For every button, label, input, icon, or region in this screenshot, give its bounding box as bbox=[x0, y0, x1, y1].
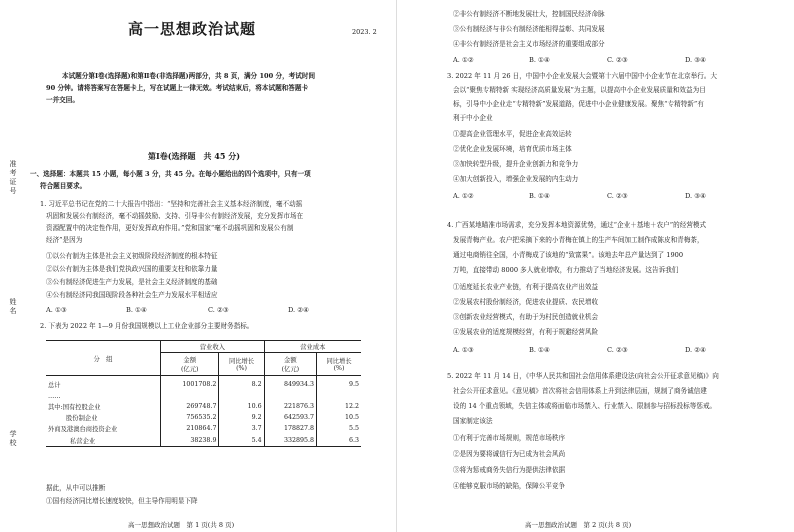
q2-option: ②非公有制经济不断地发展壮大，控制国民经济命脉 bbox=[453, 10, 605, 18]
q4-choice-d: D. ②④ bbox=[685, 346, 707, 354]
table-row bbox=[46, 423, 361, 434]
table-cell: 1001708.2 bbox=[161, 376, 219, 393]
financial-table bbox=[46, 340, 361, 447]
q4-option: ③创新农业经营模式，有助于为村民创造就业机会 bbox=[453, 313, 599, 321]
q2-option: ①国有经济同比增长速度较快，但主导作用明显下降 bbox=[46, 497, 198, 505]
table-header-cost: 营业成本 bbox=[264, 341, 361, 353]
q5-option: ①有利于完善市场规则，规范市场秩序 bbox=[453, 434, 566, 442]
table-cell: 其中:国有控股企业 bbox=[46, 401, 161, 412]
page-2 bbox=[397, 0, 794, 532]
q2-after: 据此，从中可以推断 bbox=[46, 484, 106, 492]
q1-option: ③公有制经济促进生产力发展，是社会主义经济制度的基础 bbox=[46, 278, 218, 286]
q1-stem: 巩固和发展公有制经济，毫不动摇鼓励、支持、引导非公有制经济发展，充分发挥市场在 bbox=[46, 212, 304, 220]
table-header-group: 分 组 bbox=[46, 341, 161, 376]
table-cell: 178827.8 bbox=[264, 423, 316, 434]
q2-option: ④非公有制经济是社会主义市场经济的重要组成部分 bbox=[453, 40, 605, 48]
table-cell: 38238.9 bbox=[161, 434, 219, 447]
q3-option: ③加快转型升级，提升企业创新力和竞争力 bbox=[453, 160, 579, 168]
q1-choice-d: D. ②④ bbox=[288, 306, 310, 314]
q1-option: ④公有制经济同我国现阶段各种社会生产力发展水平相适应 bbox=[46, 291, 218, 299]
intro-line: 一并交回。 bbox=[46, 96, 79, 104]
q2-choice-a: A. ①② bbox=[453, 56, 474, 64]
table-cell: 外商及港澳台商投资企业 bbox=[46, 423, 161, 434]
q3-stem: 会以“聚焦专精特新 实现经济高质量发展”为主题，以提高中小企业发展质量和效益为目 bbox=[453, 86, 706, 94]
q1-stem: 经济”是因为 bbox=[46, 236, 83, 244]
table-row bbox=[46, 434, 361, 447]
table-cell bbox=[161, 392, 219, 401]
q4-stem: 万吨，直接带动 8000 多人就业增收，有力推动了当地经济发展。这告诉我们 bbox=[453, 266, 679, 274]
table-header-revenue: 营业收入 bbox=[161, 341, 265, 353]
footer-page-2: 高一思想政治试题 第 2 页(共 8 页) bbox=[525, 521, 632, 529]
q1-stem: 资源配置中的决定性作用，更好发挥政府作用。”党和国家“毫不动摇巩固和发展公有制 bbox=[46, 224, 294, 232]
q2-choice-d: D. ③④ bbox=[685, 56, 707, 64]
section-title: 第Ⅰ卷(选择题 共 45 分) bbox=[148, 151, 241, 161]
q1-choice-a: A. ①③ bbox=[46, 306, 67, 314]
table-cell: 5.5 bbox=[348, 425, 359, 432]
q3-option: ④加大创新投入，增强企业发展的内生动力 bbox=[453, 175, 579, 183]
table-cell: 12.2 bbox=[344, 403, 359, 410]
q4-stem: 4. 广西某地瞄准市场需求，充分发挥本地资源优势，通过“企业＋基地＋农户”的经营模式 bbox=[447, 221, 707, 229]
table-cell: 10.5 bbox=[344, 414, 359, 421]
intro-line: 本试题分第Ⅰ卷(选择题)和第Ⅱ卷(非选择题)两部分，共 8 页，满分 100 分，考试时间 bbox=[62, 72, 316, 80]
table-cell: 总计 bbox=[46, 376, 161, 393]
q3-stem: 标，引导中小企业走“专精特新”发展道路，促进中小企业健康发展。聚焦“专精特新”有 bbox=[453, 100, 704, 108]
table-cell: 5.4 bbox=[219, 434, 264, 447]
table-cell: 849934.3 bbox=[264, 376, 316, 393]
table-cell: 股份制企业 bbox=[46, 412, 161, 423]
q2-stem: 2. 下表为 2022 年 1—9 月份我国规模以上工业企业部分主要财务指标。 bbox=[40, 322, 254, 330]
q4-stem: 发展青梅产业。农户把采摘下来的小青梅在镇上的生产车间加工制作成陈皮和青梅茶， bbox=[453, 236, 704, 244]
table-cell: 3.7 bbox=[219, 423, 264, 434]
table-cell: 8.2 bbox=[219, 376, 264, 393]
section-instruction: 符合题目要求。 bbox=[40, 182, 87, 190]
table-cell: 210864.7 bbox=[161, 423, 219, 434]
q3-option: ①提高企业管理水平，促进企业高效运转 bbox=[453, 130, 572, 138]
q4-stem: 通过电商销往全国，小青梅成了该地的“致富果”。该地去年总产量达到了 1900 bbox=[453, 251, 684, 259]
q4-choice-b: B. ①④ bbox=[529, 346, 550, 354]
sidebar-school-label: 学校 bbox=[9, 430, 17, 448]
q3-stem: 3. 2022 年 11 月 26 日，中国中小企业发展大会暨第十六届中国中小企业节在北京举行。大 bbox=[447, 72, 718, 80]
table-cell: 9.5 bbox=[348, 380, 359, 388]
q5-stem: 社会公开征求意见。《意见稿》首次将社会信用体系上升到法律层面，规制了商务诚信建 bbox=[453, 387, 707, 395]
section-instruction: 一、选择题：本题共 15 小题，每小题 3 分，共 45 分。在每小题给出的四个选项中，只有一项 bbox=[30, 170, 311, 178]
table-cell: …… bbox=[46, 392, 161, 401]
q4-choice-a: A. ①③ bbox=[453, 346, 474, 354]
table-cell: 756535.2 bbox=[161, 412, 219, 423]
table-row bbox=[46, 401, 361, 412]
table-cell: 269748.7 bbox=[161, 401, 219, 412]
sidebar-name-label: 姓名 bbox=[9, 298, 17, 316]
table-row bbox=[46, 412, 361, 423]
table-header-amount: 金额 (亿元) bbox=[264, 353, 316, 376]
q4-option: ④发展农业的适度规模经营，有利于规避经营风险 bbox=[453, 328, 599, 336]
q3-choice-a: A. ①② bbox=[453, 192, 474, 200]
q4-choice-c: C. ②③ bbox=[607, 346, 628, 354]
q3-choice-d: D. ③④ bbox=[685, 192, 707, 200]
q5-stem: 设的 14 个重点领域，失信主体或将面临市场禁入、行业禁入、限制参与招标投标等惩戒。 bbox=[453, 402, 717, 410]
q3-stem: 利于中小企业 bbox=[453, 114, 493, 122]
table-header-amount: 金额 (亿元) bbox=[161, 353, 219, 376]
q5-option: ②是因为要将诚信行为已成为社会风尚 bbox=[453, 450, 566, 458]
q1-option: ②以公有制为主体是我们党执政兴国的重要支柱和依靠力量 bbox=[46, 265, 218, 273]
intro-line: 90 分钟。请将答案写在答题卡上，写在试题上一律无效。考试结束后，将本试题和答题卡 bbox=[46, 84, 309, 92]
table-cell: 9.2 bbox=[219, 412, 264, 423]
table-row bbox=[46, 392, 361, 401]
q1-option: ①以公有制为主体是社会主义初级阶段经济制度的根本特征 bbox=[46, 252, 218, 260]
q1-stem: 1. 习近平总书记在党的二十大报告中指出：“坚持和完善社会主义基本经济制度，毫不动摇 bbox=[40, 200, 303, 208]
table-row bbox=[46, 376, 361, 393]
table-cell: 642593.7 bbox=[264, 412, 316, 423]
table-cell bbox=[317, 392, 361, 401]
q2-option: ③公有制经济与非公有制经济能相得益彰、共同发展 bbox=[453, 25, 605, 33]
q2-choice-c: C. ②③ bbox=[607, 56, 628, 64]
table-cell: 6.3 bbox=[348, 436, 359, 444]
q3-option: ②优化企业发展环境，培育优质市场主体 bbox=[453, 145, 572, 153]
table-header-growth: 同比增长 (%) bbox=[317, 353, 361, 376]
table-cell: 私营企业 bbox=[46, 434, 161, 447]
table-cell: 10.6 bbox=[219, 401, 264, 412]
q1-choice-b: B. ①④ bbox=[126, 306, 147, 314]
q4-option: ①适度延长农业产业链，有利于提高农业产出效益 bbox=[453, 283, 599, 291]
exam-date: 2023. 2 bbox=[352, 28, 377, 36]
q4-option: ②发展农村股份制经济，促进农业提质、农民增收 bbox=[453, 298, 599, 306]
footer-page-1: 高一思想政治试题 第 1 页(共 8 页) bbox=[128, 521, 235, 529]
sidebar-exam-id-label: 准考证号 bbox=[9, 160, 17, 196]
q2-choice-b: B. ①④ bbox=[529, 56, 550, 64]
q3-choice-c: C. ②③ bbox=[607, 192, 628, 200]
table-cell bbox=[219, 392, 264, 401]
page-title: 高一思想政治试题 bbox=[128, 20, 257, 38]
table-cell: 332895.8 bbox=[264, 434, 316, 447]
table-cell: 221876.3 bbox=[264, 401, 316, 412]
q1-choice-c: C. ②③ bbox=[208, 306, 229, 314]
q3-choice-b: B. ①④ bbox=[529, 192, 550, 200]
q5-option: ④能够克服市场的缺陷，保障公平竞争 bbox=[453, 482, 566, 490]
q5-stem: 国家制定该法 bbox=[453, 417, 493, 425]
q5-option: ③将为惩戒商务失信行为提供法律依据 bbox=[453, 466, 566, 474]
q5-stem: 5. 2022 年 11 月 14 日，《中华人民共和国社会信用体系建设法(向社会公开征求意见稿)》向 bbox=[447, 372, 719, 380]
table-header-growth: 同比增长 (%) bbox=[219, 353, 264, 376]
table-cell bbox=[264, 392, 316, 401]
